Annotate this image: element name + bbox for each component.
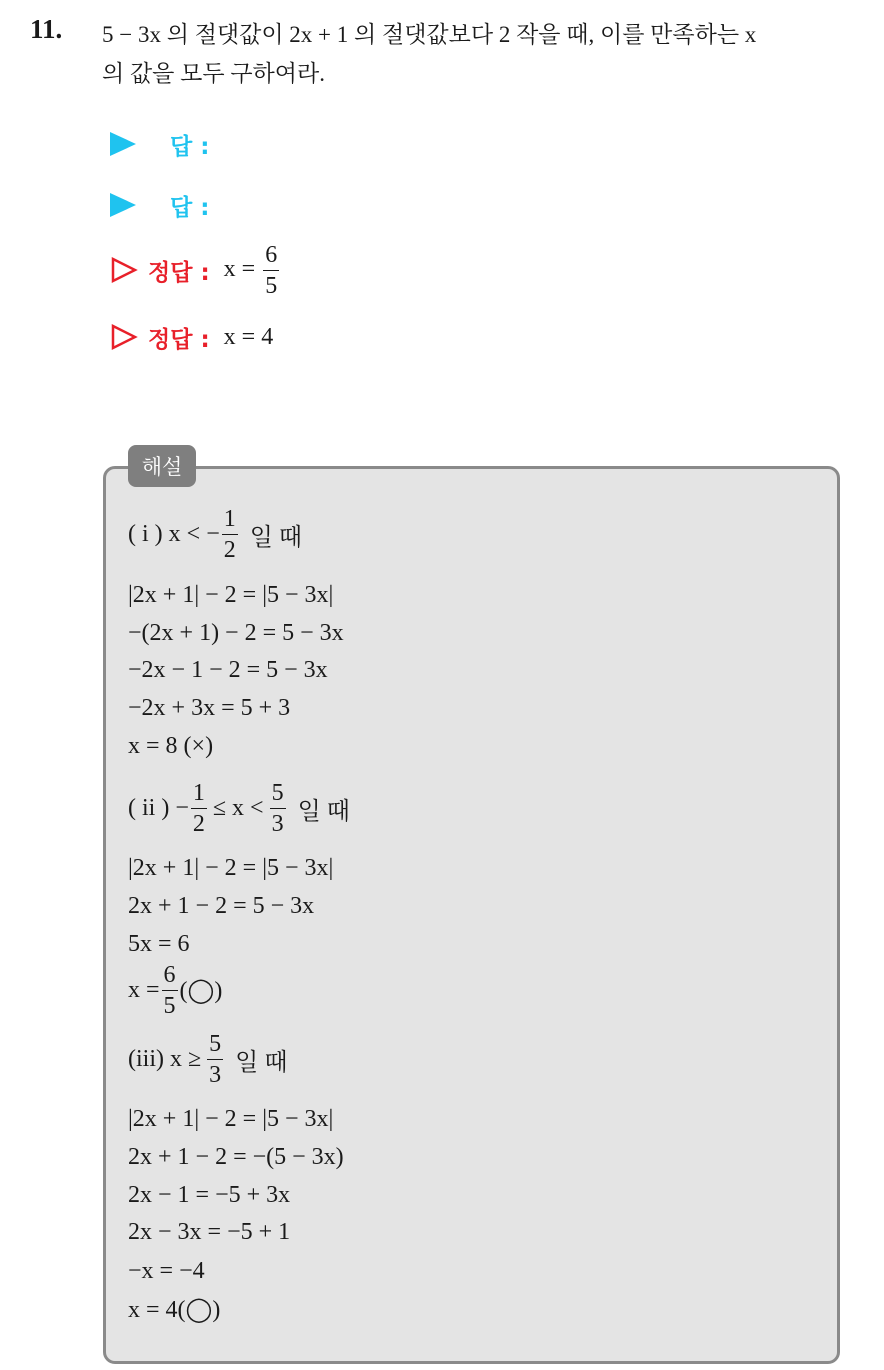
answer-fraction xyxy=(263,243,279,298)
solution-line: −(2x + 1) − 2 = 5 − 3x xyxy=(128,619,344,646)
play-triangle-icon xyxy=(110,132,136,156)
case2-result-lhs: x = xyxy=(128,976,160,1003)
numerator: 1 xyxy=(222,507,238,535)
solution-tab: 해설 xyxy=(128,445,196,487)
case1-heading xyxy=(128,505,303,563)
question-text-line2: 의 값을 모두 구하여라. xyxy=(102,61,325,86)
case1-fraction xyxy=(222,507,238,562)
case3-suffix: 일 때 xyxy=(235,1049,288,1076)
denominator: 5 xyxy=(265,272,278,299)
answer-lhs: x = xyxy=(223,255,256,282)
solution-line: 2x − 1 = −5 + 3x xyxy=(128,1181,291,1208)
answer-row-2 xyxy=(110,185,209,225)
solution-line: 2x + 1 − 2 = 5 − 3x xyxy=(128,892,315,919)
solution-line: x = 4(◯) xyxy=(128,1296,221,1323)
solution-line: x = 8 (×) xyxy=(128,732,214,759)
denominator: 2 xyxy=(223,536,236,563)
solution-line: 2x + 1 − 2 = −(5 − 3x) xyxy=(128,1143,344,1170)
case1-suffix: 일 때 xyxy=(249,524,303,551)
denominator: 3 xyxy=(271,810,284,837)
question-text-line1: 5 − 3x 의 절댓값이 2x + 1 의 절댓값보다 2 작을 때, 이를 만족하는 x xyxy=(102,22,757,47)
solution-line: |2x + 1| − 2 = |5 − 3x| xyxy=(128,581,334,608)
answer-label: 답 : xyxy=(170,133,210,160)
case2-fraction-2 xyxy=(270,781,286,836)
answer-label: 답 : xyxy=(170,194,210,221)
solution-line: 5x = 6 xyxy=(128,930,190,957)
correct-answer-row-1 xyxy=(110,240,281,300)
case3-prefix: (iii) x ≥ xyxy=(128,1045,202,1072)
outline-triangle-icon xyxy=(110,323,138,351)
solution-line: −2x + 3x = 5 + 3 xyxy=(128,694,291,721)
numerator: 6 xyxy=(162,963,178,991)
denominator: 3 xyxy=(209,1061,222,1088)
question-number: 11. xyxy=(30,14,63,44)
case2-result-fraction xyxy=(162,963,178,1018)
numerator: 6 xyxy=(263,243,279,271)
case2-result-mark: (◯) xyxy=(179,977,223,1004)
correct-answer-2: x = 4 xyxy=(223,323,274,350)
correct-answer-label: 정답 : xyxy=(148,326,210,353)
numerator: 5 xyxy=(270,781,286,809)
outline-triangle-icon xyxy=(110,256,138,284)
solution-line: 2x − 3x = −5 + 1 xyxy=(128,1218,291,1245)
case2-result xyxy=(128,961,223,1019)
case3-heading xyxy=(128,1030,288,1088)
numerator: 1 xyxy=(191,781,207,809)
case2-prefix: ( ii ) − xyxy=(128,794,189,821)
solution-line: −2x − 1 − 2 = 5 − 3x xyxy=(128,656,328,683)
solution-line: |2x + 1| − 2 = |5 − 3x| xyxy=(128,854,334,881)
solution-line: −x = −4 xyxy=(128,1257,205,1284)
denominator: 2 xyxy=(192,810,205,837)
play-triangle-icon xyxy=(110,193,136,217)
denominator: 5 xyxy=(163,992,176,1019)
case1-prefix: ( i ) x < − xyxy=(128,520,220,547)
case3-fraction xyxy=(207,1032,223,1087)
case2-fraction-1 xyxy=(191,781,207,836)
case2-suffix: 일 때 xyxy=(297,798,350,825)
correct-answer-label: 정답 : xyxy=(148,259,210,286)
correct-answer-1 xyxy=(224,243,282,298)
case2-heading xyxy=(128,779,350,837)
case2-mid: ≤ x < xyxy=(212,794,264,821)
correct-answer-row-2 xyxy=(110,317,273,357)
numerator: 5 xyxy=(207,1032,223,1060)
answer-row-1 xyxy=(110,124,209,164)
solution-line: |2x + 1| − 2 = |5 − 3x| xyxy=(128,1105,334,1132)
